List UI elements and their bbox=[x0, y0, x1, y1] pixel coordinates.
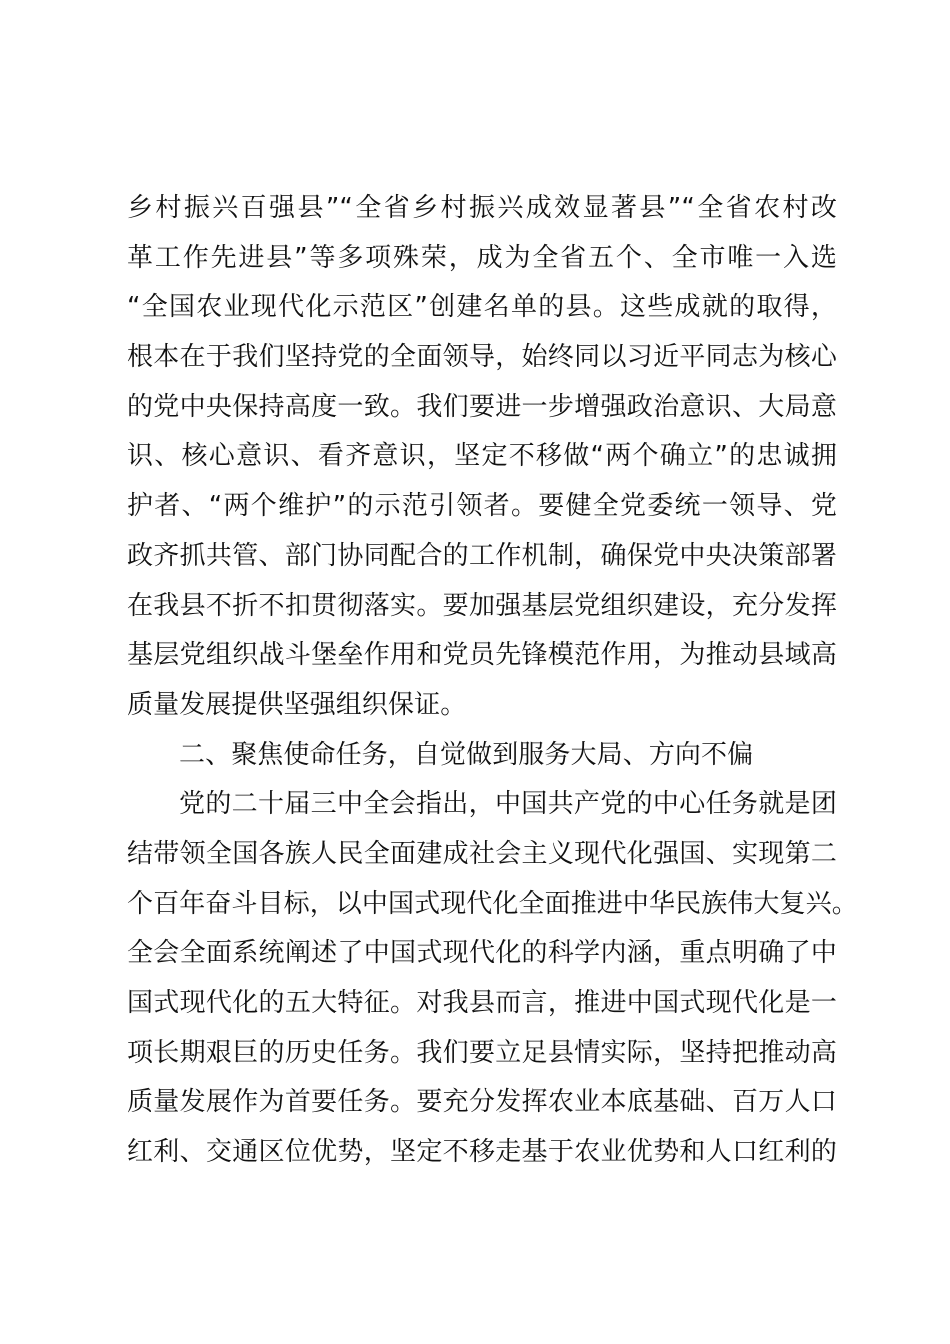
text-line: “全国农业现代化示范区”创建名单的县。这些成就的取得， bbox=[127, 292, 837, 323]
text-line: 质量发展作为首要任务。要充分发挥农业本底基础、百万人口 bbox=[127, 1087, 837, 1118]
text-line: 识、核心意识、看齐意识，坚定不移做“两个确立”的忠诚拥 bbox=[127, 441, 837, 472]
text-line: 政齐抓共管、部门协同配合的工作机制，确保党中央决策部署 bbox=[127, 540, 837, 571]
text-line: 项长期艰巨的历史任务。我们要立足县情实际，坚持把推动高 bbox=[127, 1037, 837, 1068]
text-line: 革工作先进县”等多项殊荣，成为全省五个、全市唯一入选 bbox=[127, 242, 837, 273]
text-line: 国式现代化的五大特征。对我县而言，推进中国式现代化是一 bbox=[127, 988, 837, 1018]
paragraph bbox=[127, 184, 837, 731]
text-line: 红利、交通区位优势，坚定不移走基于农业优势和人口红利的 bbox=[127, 1137, 837, 1168]
text-line: 基层党组织战斗堡垒作用和党员先锋模范作用，为推动县域高 bbox=[127, 640, 837, 671]
text-line: 的党中央保持高度一致。我们要进一步增强政治意识、大局意 bbox=[127, 391, 837, 422]
text-line: 乡村振兴百强县”“全省乡村振兴成效显著县”“全省农村改 bbox=[127, 193, 837, 223]
paragraph bbox=[127, 780, 858, 1178]
text-line: 在我县不折不扣贯彻落实。要加强基层党组织建设，充分发挥 bbox=[127, 590, 837, 621]
text-line: 个百年奋斗目标，以中国式现代化全面推进中华民族伟大复兴。 bbox=[127, 888, 858, 919]
text-line: 结带领全国各族人民全面建成社会主义现代化强国、实现第二 bbox=[127, 838, 837, 869]
section-heading bbox=[127, 731, 837, 781]
text-line: 护者、“两个维护”的示范引领者。要健全党委统一领导、党 bbox=[127, 491, 837, 522]
text-line: 党的二十届三中全会指出，中国共产党的中心任务就是团 bbox=[179, 789, 837, 820]
text-line: 根本在于我们坚持党的全面领导，始终同以习近平同志为核心 bbox=[127, 342, 837, 373]
text-line: 全会全面系统阐述了中国式现代化的科学内涵，重点明确了中 bbox=[127, 938, 837, 969]
section-heading-text: 二、聚焦使命任务，自觉做到服务大局、方向不偏 bbox=[179, 739, 754, 770]
text-line: 质量发展提供坚强组织保证。 bbox=[127, 689, 467, 720]
body-text bbox=[127, 184, 858, 1178]
